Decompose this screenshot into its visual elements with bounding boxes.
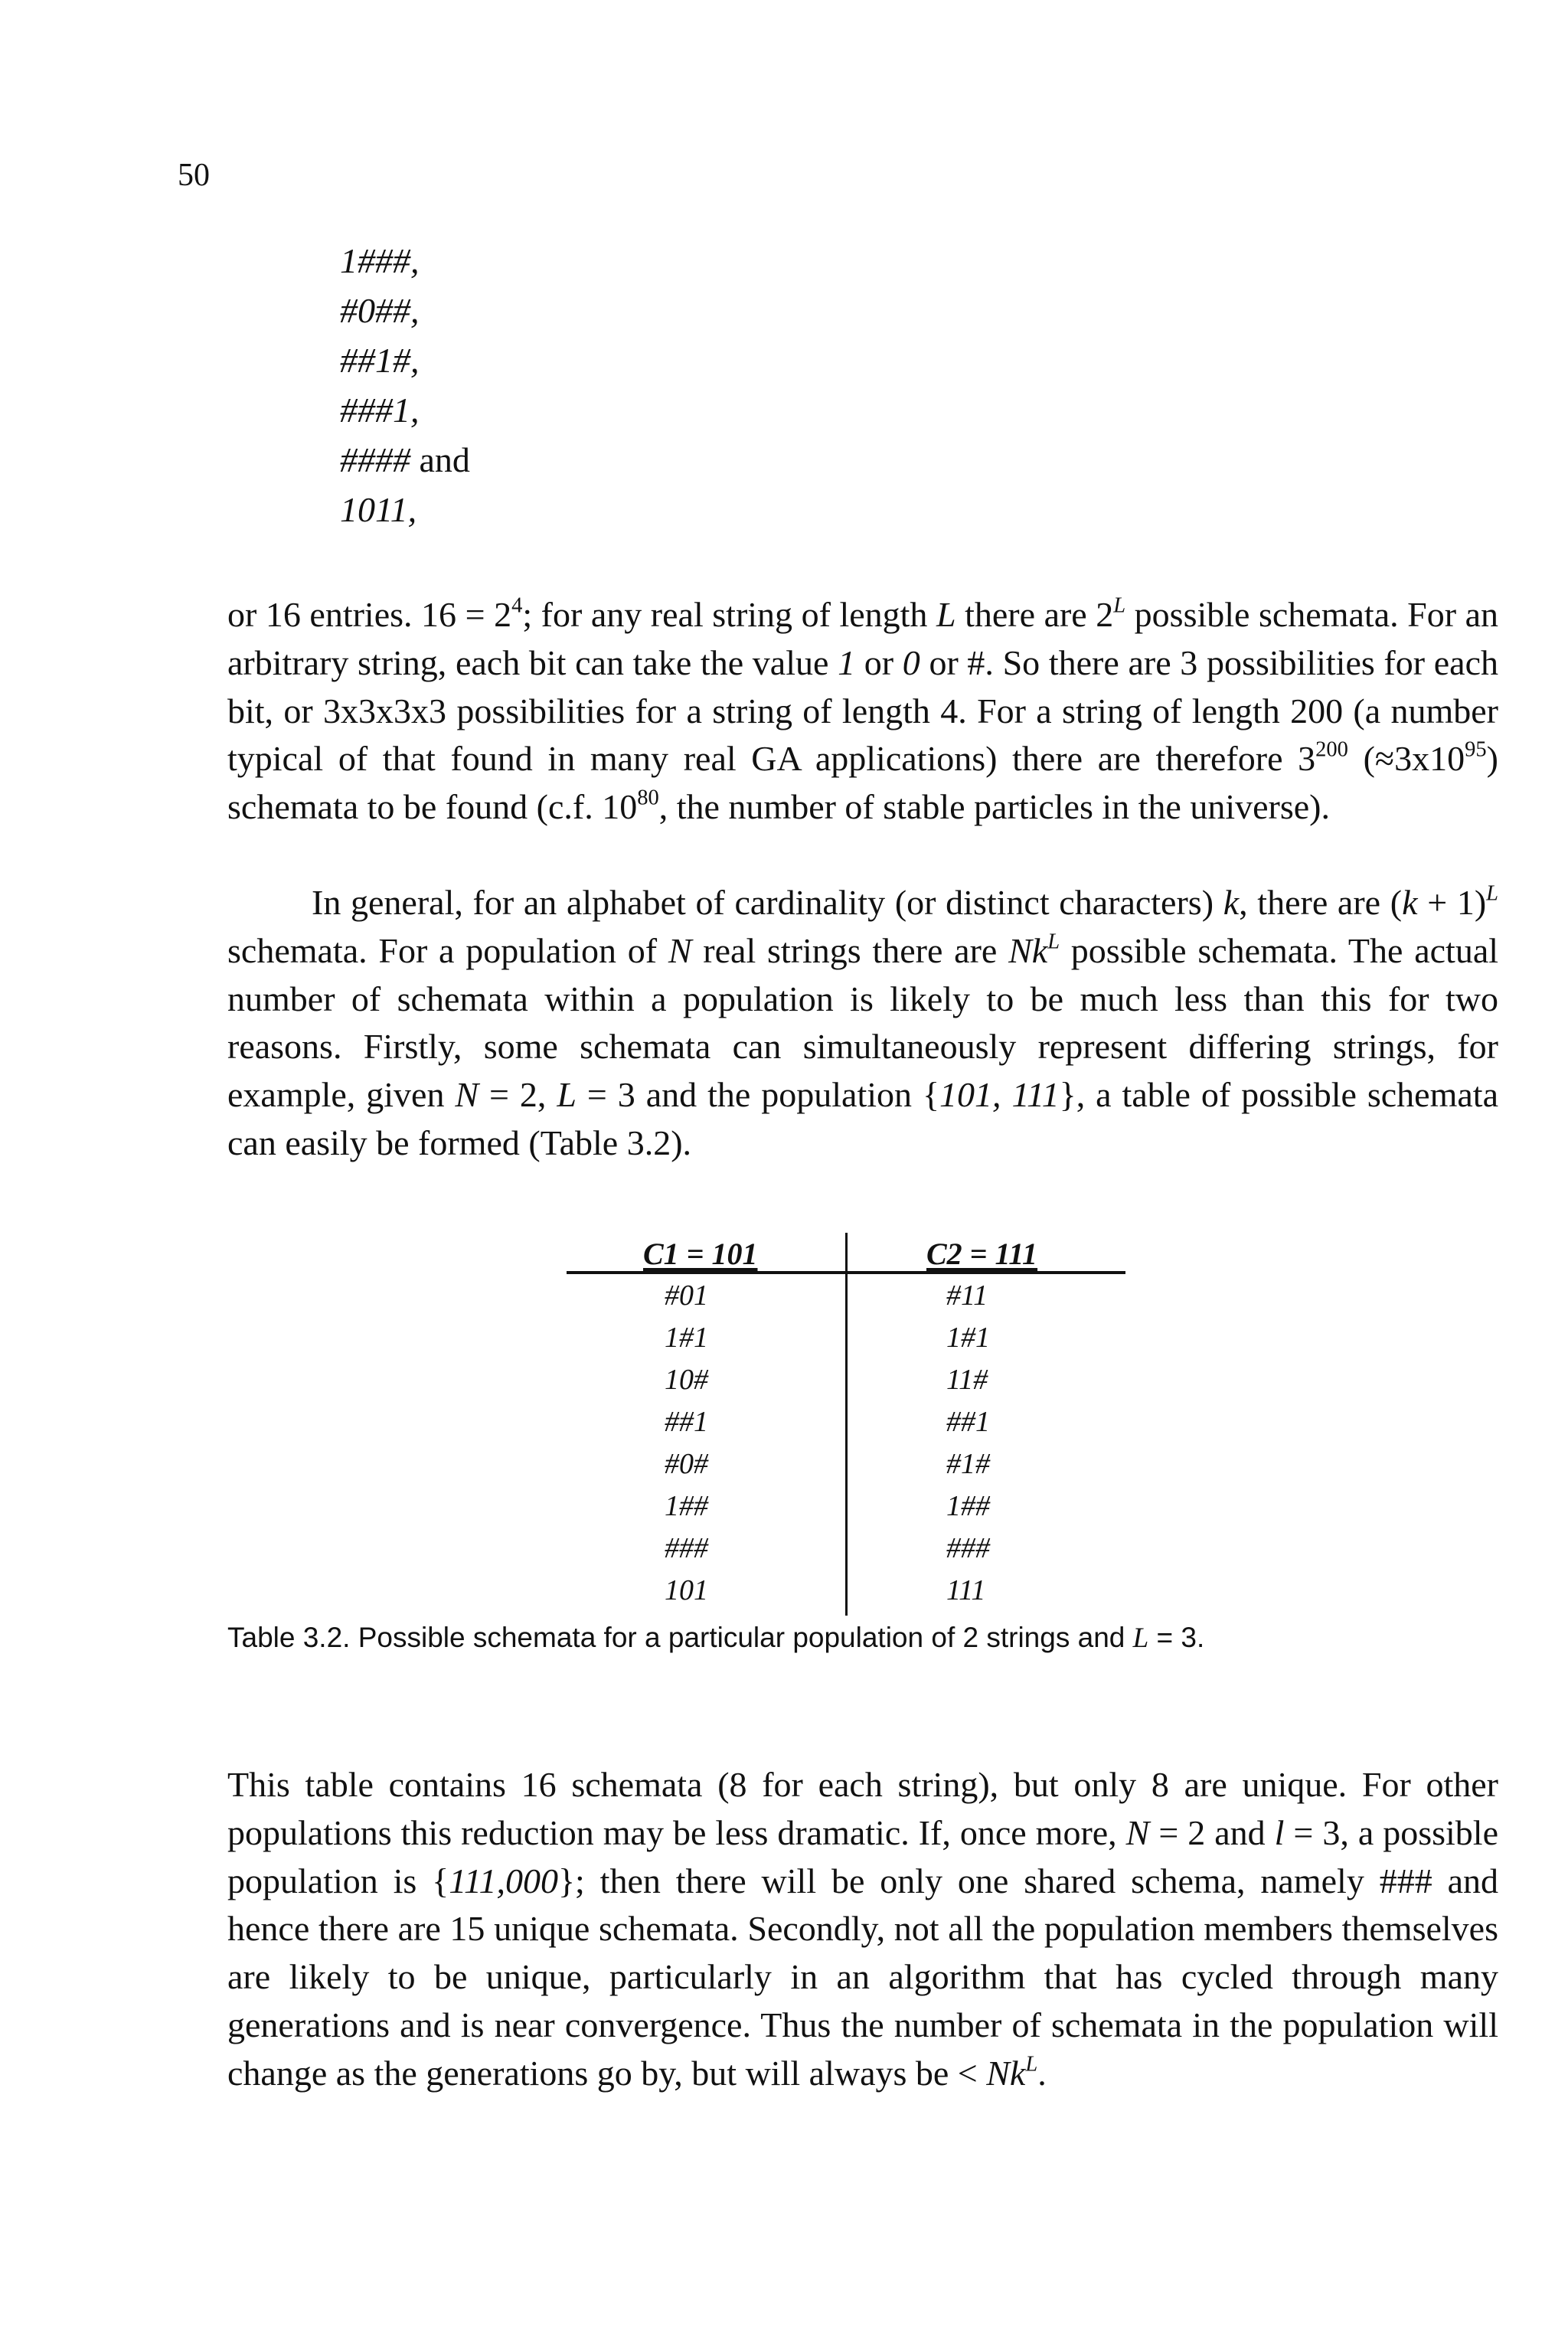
table-cell: 1## <box>665 1490 708 1522</box>
paragraph-3: This table contains 16 schemata (8 for each string), but only 8 are unique. For other populations this reduction may be less dramatic. If, once more, N = 2 and l = 3, a possible population is {111,000}; then there will be only one shared schema, namely ### and hence there are 15 unique schemata. Secondly, not all the population members themselves are likely to be unique, particularly in an algorithm that has cycled through many generations and is near convergence. Thus the number of schemata in the population will change as the generations go by, but will always be < $Nk^L$. <box>227 1765 1499 2093</box>
table-cell: ### <box>665 1532 708 1564</box>
table-cell: #1# <box>946 1448 990 1480</box>
table-cell: #11 <box>946 1279 988 1312</box>
table-cell: 11# <box>946 1364 988 1396</box>
schema-list-item: 1011, <box>340 490 417 529</box>
table-cell: 1## <box>946 1490 990 1522</box>
schema-list-item: ###1, <box>340 391 420 430</box>
table-cell: #0# <box>665 1448 708 1480</box>
table-cell: 10# <box>665 1364 708 1396</box>
table-header-c2: C2 = 111 <box>926 1237 1038 1271</box>
schema-list-and: and <box>419 440 470 479</box>
table-cell: 111 <box>946 1574 986 1606</box>
table-column-divider <box>845 1233 848 1616</box>
table-cell: 1#1 <box>946 1322 990 1354</box>
table-header-c1: C1 = 101 <box>643 1237 758 1271</box>
schema-list-item: #### and <box>340 440 470 479</box>
paragraph-2: In general, for an alphabet of cardinality (or distinct characters) k, there are $(k + 1)^L$ schemata. For a population of N real strings there are $Nk^L$ possible schemata. The actual number of schemata within a population is likely to be much less than this for two reasons. Firstly, some schemata can simultaneously represent differing strings, for example, given N = 2, L = 3 and the population {101, 111}, a table of possible schemata can easily be formed (Table 3.2). <box>227 881 1499 1162</box>
page-number: 50 <box>178 158 210 193</box>
table-cell: ### <box>946 1532 990 1564</box>
paragraph-1: or 16 entries. $16 = 2^4$; for any real string of length L there are $2^L$ possible schemata. For an arbitrary string, each bit can take the value 1 or 0 or #. So there are 3 possibilities for each bit, or 3x3x3x3 possibilities for a string of length 4. For a string of length 200 (a number typical of that found in many real GA applications) there are therefore $3^{200}$ $(\approx 3x10^{95})$ schemata to be found (c.f. $10^{80}$, the number of stable particles in the universe). <box>227 593 1499 827</box>
schema-list-item: ##1#, <box>340 341 420 380</box>
table-cell: ##1 <box>946 1406 990 1438</box>
table-caption: Table 3.2. Possible schemata for a particular population of 2 strings and L = 3. <box>227 1622 1205 1654</box>
table-cell: 101 <box>665 1574 708 1606</box>
schemata-table <box>567 1233 1125 1616</box>
schema-list-item: #0##, <box>340 291 420 330</box>
table-cell: #01 <box>665 1279 708 1312</box>
table-cell: 1#1 <box>665 1322 708 1354</box>
table-cell: ##1 <box>665 1406 708 1438</box>
schema-list-item: 1###, <box>340 241 420 280</box>
